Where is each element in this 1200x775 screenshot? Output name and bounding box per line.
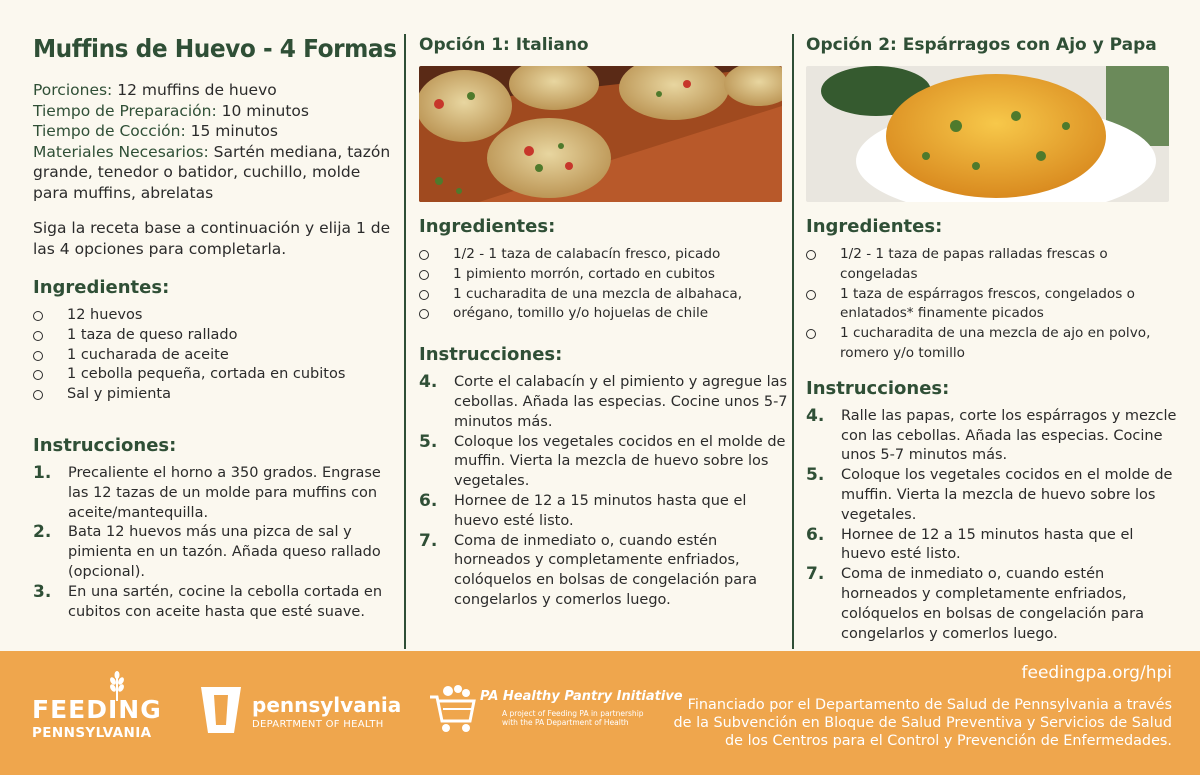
option-2-column — [806, 30, 1181, 644]
list-item: 6. Hornee de 12 a 15 minutos hasta que el huevo esté listo. — [419, 490, 747, 529]
instructions-heading: Instrucciones: — [33, 434, 177, 456]
option-1-title: Opción 1: Italiano — [419, 35, 589, 55]
circle-bullet-icon — [419, 270, 429, 280]
list-item: 1 cucharadita de una mezcla de ajo en polvo, romero y/o tomillo — [806, 324, 1181, 364]
list-item: 2. Bata 12 huevos más una pizca de sal y pimienta en un tazón. Añada queso rallado (opcional). — [33, 522, 381, 580]
list-item: 1. Precaliente el horno a 350 grados. Engrase las 12 tazas de un molde para muffins con aceite/mantequilla. — [33, 462, 381, 521]
instructions-list — [419, 373, 789, 611]
website-link[interactable]: feedingpa.org/hpi — [1021, 663, 1172, 683]
list-item: 7. Coma de inmediato o, cuando estén horneados y completamente enfriados, colóquelos en bolsas de congelación para congelarlos y comerlos luego. — [419, 530, 757, 608]
circle-bullet-icon — [33, 311, 43, 321]
pa-department-of-health-logo: pennsylvania DEPARTMENT OF HEALTH — [196, 685, 401, 737]
circle-bullet-icon — [33, 351, 43, 361]
list-item: 5. Coloque los vegetales cocidos en el molde de muffin. Vierta la mezcla de huevo sobre los vegetales. — [419, 431, 786, 490]
circle-bullet-icon — [419, 309, 429, 319]
option-1-column — [419, 30, 789, 611]
column-divider — [792, 34, 794, 649]
list-item: 4. Corte el calabacín y el pimiento y agregue las cebollas. Añada las especias. Cocine unos 5-7 minutos más. — [419, 372, 788, 430]
asparagus-potato-muffin-photo — [806, 66, 1169, 202]
ingredients-heading: Ingredientes: — [419, 216, 556, 237]
circle-bullet-icon — [419, 250, 429, 260]
circle-bullet-icon — [419, 290, 429, 300]
meta-prep-time: Tiempo de Preparación: 10 minutos — [33, 101, 309, 120]
list-item: orégano, tomillo y/o hojuelas de chile — [419, 304, 789, 324]
list-item: 1/2 - 1 taza de calabacín fresco, picado — [419, 245, 789, 265]
ingredients-list — [419, 245, 789, 324]
list-item: 5. Coloque los vegetales cocidos en el molde de muffin. Vierta la mezcla de huevo sobre los vegetales. — [806, 465, 1173, 523]
recipe-meta — [33, 80, 393, 203]
pa-healthy-pantry-initiative-logo: PA Healthy Pantry Initiative A project of Feeding PA in partnership with the PA Department of Health — [428, 683, 663, 743]
shopping-cart-icon — [428, 683, 478, 735]
list-item: 1 cucharada de aceite — [33, 346, 393, 366]
list-item: 3. En una sartén, cocine la cebolla cortada en cubitos con aceite hasta que esté suave. — [33, 581, 383, 620]
list-item: 7. Coma de inmediato o, cuando estén horneados y completamente enfriados, colóquelos en bolsas de congelación para congelarlos y comerlos luego. — [806, 564, 1144, 642]
list-item: 1 pimiento morrón, cortado en cubitos — [419, 265, 789, 285]
list-item: 1/2 - 1 taza de papas ralladas frescas o congeladas — [806, 245, 1181, 285]
ingredients-list — [806, 245, 1181, 364]
list-item: 6. Hornee de 12 a 15 minutos hasta que el huevo esté listo. — [806, 524, 1134, 563]
circle-bullet-icon — [806, 329, 816, 339]
list-item: 1 taza de queso rallado — [33, 326, 393, 346]
instructions-list — [806, 407, 1181, 645]
option-2-title: Opción 2: Espárragos con Ajo y Papa — [806, 35, 1157, 55]
ingredients-list — [33, 306, 393, 405]
list-item: 1 cebolla pequeña, cortada en cubitos — [33, 365, 393, 385]
meta-materials: Materiales Necesarios: Sartén mediana, tazón grande, tenedor o batidor, cuchillo, molde para muffins, abrelatas — [33, 142, 391, 202]
circle-bullet-icon — [806, 290, 816, 300]
instructions-heading: Instrucciones: — [806, 377, 950, 399]
intro-text: Siga la receta base a continuación y elija 1 de las 4 opciones para completarla. — [33, 219, 391, 258]
circle-bullet-icon — [33, 331, 43, 341]
list-item: 1 cucharadita de una mezcla de albahaca, — [419, 285, 789, 305]
circle-bullet-icon — [33, 390, 43, 400]
feeding-pennsylvania-logo: FEEDING PENNSYLVANIA — [32, 673, 167, 743]
keystone-icon — [196, 685, 246, 735]
list-item: 4. Ralle las papas, corte los espárragos y mezcle con las cebollas. Añada las especias. Cocine unos 5-7 minutos más. — [806, 405, 1177, 464]
list-item: 1 taza de espárragos frescos, congelados o enlatados* finamente picados — [806, 285, 1181, 325]
circle-bullet-icon — [806, 250, 816, 260]
ingredients-heading: Ingredientes: — [33, 277, 170, 298]
instructions-heading: Instrucciones: — [419, 344, 563, 366]
instructions-list — [33, 464, 393, 622]
italian-muffins-photo — [419, 66, 782, 202]
funding-statement: Financiado por el Departamento de Salud de Pennsylvania a través de la Subvención en Bloque de Salud Preventiva y Servicios de Salud de los Centros para el Control y Prevención de Enfermedades. — [673, 697, 1172, 749]
circle-bullet-icon — [33, 370, 43, 380]
footer-banner — [0, 651, 1200, 775]
base-recipe-column — [33, 30, 397, 622]
list-item: Sal y pimienta — [33, 385, 393, 405]
ingredients-heading: Ingredientes: — [806, 216, 943, 237]
page-title: Muffins de Huevo - 4 Formas — [33, 34, 397, 63]
meta-servings: Porciones: 12 muffins de huevo — [33, 81, 277, 99]
list-item: 12 huevos — [33, 306, 393, 326]
column-divider — [404, 34, 406, 649]
meta-cook-time: Tiempo de Cocción: 15 minutos — [33, 122, 278, 140]
